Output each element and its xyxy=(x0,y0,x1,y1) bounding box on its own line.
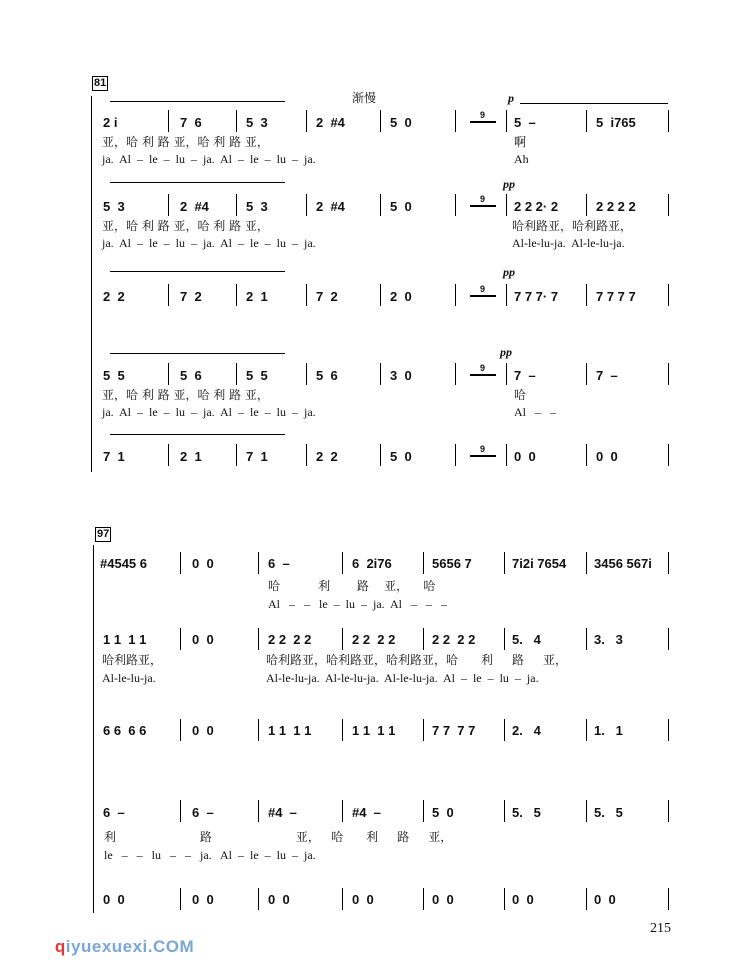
watermark-domain: iyuexuexi xyxy=(65,937,148,956)
barline xyxy=(342,719,343,741)
s4-notes-m3: #4 – xyxy=(268,805,297,820)
s4-lyrics-cn-right: 哈 xyxy=(514,388,527,402)
s5-notes-m3: 0 0 xyxy=(268,892,290,907)
s5-notes-m6: 0 0 xyxy=(514,449,536,464)
barline xyxy=(423,628,424,650)
s2-notes-m5: 2 2 2 2 xyxy=(432,632,476,647)
s3-notes-m6: 2. 4 xyxy=(512,723,541,738)
s2-notes-m1: 1 1 1 1 xyxy=(103,632,147,647)
staff-line xyxy=(110,434,285,435)
s5-notes-m1: 0 0 xyxy=(103,892,125,907)
barline xyxy=(586,444,587,466)
barline xyxy=(306,444,307,466)
page-number: 215 xyxy=(650,921,671,936)
s2-notes-m3: 2 2 2 2 xyxy=(268,632,312,647)
dynamic-pp: pp xyxy=(500,345,512,359)
s1-notes-m4: 2 #4 xyxy=(316,115,345,130)
barline xyxy=(586,110,587,132)
barline xyxy=(668,719,669,741)
s5-notes-m4: 0 0 xyxy=(352,892,374,907)
s3-notes-m5: 7 7 7 7 xyxy=(432,723,476,738)
s1-notes-m3: 5 3 xyxy=(246,115,268,130)
s1-lyrics-la-right: Ah xyxy=(514,152,529,166)
s3-notes-m2: 7 2 xyxy=(180,289,202,304)
measure-number-81: 81 xyxy=(94,77,107,89)
s4-notes-m4: 5 6 xyxy=(316,368,338,383)
s5-notes-m7: 0 0 xyxy=(596,449,618,464)
multirest-bar xyxy=(470,374,496,376)
s2-notes-m5: 5 0 xyxy=(390,199,412,214)
s5-notes-m7: 0 0 xyxy=(594,892,616,907)
s4-notes-m1: 5 5 xyxy=(103,368,125,383)
s2-notes-m2: 2 #4 xyxy=(180,199,209,214)
barline xyxy=(668,284,669,306)
s2-lyrics-la: Al-le-lu-ja. xyxy=(102,671,156,685)
multirest-count: 9 xyxy=(480,444,486,454)
s3-notes-m2: 0 0 xyxy=(192,723,214,738)
multirest-count: 9 xyxy=(480,110,486,120)
s3-notes-m3: 1 1 1 1 xyxy=(268,723,312,738)
s1-lyrics-cn: 亚，哈 利 路 亚，哈 利 路 亚， xyxy=(102,135,269,149)
barline xyxy=(380,363,381,385)
s1-lyrics-la: Al – – le – lu – ja. Al – – – xyxy=(268,597,447,611)
barline xyxy=(668,444,669,466)
barline xyxy=(586,552,587,574)
s1-notes-m3: 6 – xyxy=(268,556,290,571)
s5-notes-m2: 0 0 xyxy=(192,892,214,907)
system-bracket xyxy=(93,545,94,913)
dynamic-pp: pp xyxy=(503,177,515,191)
s2-notes-m4: 2 2 2 2 xyxy=(352,632,396,647)
s4-lyrics-la: ja. Al – le – lu – ja. Al – le – lu – ja. xyxy=(102,405,316,419)
s3-notes-m1: 2 2 xyxy=(103,289,125,304)
s2-lyrics-la: ja. Al – le – lu – ja. Al – le – lu – ja. xyxy=(102,236,316,250)
barline xyxy=(668,110,669,132)
barline xyxy=(506,284,507,306)
barline xyxy=(258,628,259,650)
s4-notes-m4: #4 – xyxy=(352,805,381,820)
s4-lyrics-cn: 亚，哈 利 路 亚，哈 利 路 亚， xyxy=(102,388,269,402)
barline xyxy=(180,719,181,741)
s2-lyrics-cn-right: 哈利路亚，哈利路亚， xyxy=(512,219,633,233)
barline xyxy=(423,719,424,741)
s4-notes-m6: 7 – xyxy=(514,368,536,383)
barline xyxy=(168,444,169,466)
s4-notes-m5: 5 0 xyxy=(432,805,454,820)
s4-lyrics-la-right: Al – – xyxy=(514,405,556,419)
barline xyxy=(258,800,259,822)
s2-notes-m7: 2 2 2 2 xyxy=(596,199,636,214)
barline xyxy=(306,284,307,306)
s1-notes-m4: 6 2i76 xyxy=(352,556,392,571)
barline xyxy=(586,628,587,650)
s3-notes-m4: 1 1 1 1 xyxy=(352,723,396,738)
multirest-count: 9 xyxy=(480,284,486,294)
barline xyxy=(258,719,259,741)
s2-notes-m6: 5. 4 xyxy=(512,632,541,647)
s3-notes-m7: 1. 1 xyxy=(594,723,623,738)
barline xyxy=(668,800,669,822)
s4-notes-m2: 6 – xyxy=(192,805,214,820)
phrase-line xyxy=(110,101,285,102)
multirest-count: 9 xyxy=(480,194,486,204)
barline xyxy=(586,888,587,910)
s2-notes-m2: 0 0 xyxy=(192,632,214,647)
s4-lyrics-cn: 利 路 亚， 哈 利 路 亚， xyxy=(104,830,453,844)
barline xyxy=(506,194,507,216)
s4-notes-m5: 3 0 xyxy=(390,368,412,383)
barline xyxy=(380,110,381,132)
barline xyxy=(236,363,237,385)
barline xyxy=(168,363,169,385)
s2-lyrics-cn: 亚，哈 利 路 亚，哈 利 路 亚， xyxy=(102,219,269,233)
barline xyxy=(586,194,587,216)
system-bracket xyxy=(91,96,92,472)
s3-notes-m3: 2 1 xyxy=(246,289,268,304)
staff-line xyxy=(110,271,285,272)
barline xyxy=(455,444,456,466)
s1-notes-m2: 0 0 xyxy=(192,556,214,571)
s4-notes-m7: 7 – xyxy=(596,368,618,383)
multirest-bar xyxy=(470,455,496,457)
s2-lyrics-cn-right: 哈利路亚，哈利路亚，哈利路亚，哈 利 路 亚， xyxy=(266,653,568,667)
barline xyxy=(506,363,507,385)
s1-lyrics-la: ja. Al – le – lu – ja. Al – le – lu – ja. xyxy=(102,152,316,166)
barline xyxy=(168,194,169,216)
s1-notes-m7: 3456 567i xyxy=(594,556,652,571)
barline xyxy=(342,888,343,910)
barline xyxy=(180,628,181,650)
multirest-bar xyxy=(470,295,496,297)
barline xyxy=(180,888,181,910)
dynamic-pp: pp xyxy=(503,265,515,279)
barline xyxy=(236,110,237,132)
s3-notes-m7: 7 7 7 7 xyxy=(596,289,636,304)
s2-lyrics-la-right: Al-le-lu-ja. Al-le-lu-ja. Al-le-lu-ja. Al – le – lu – ja. xyxy=(266,671,539,685)
phrase-line xyxy=(520,103,668,104)
barline xyxy=(342,628,343,650)
barline xyxy=(236,284,237,306)
s1-notes-m5: 5 0 xyxy=(390,115,412,130)
barline xyxy=(236,194,237,216)
s1-notes-m1: #4545 6 xyxy=(100,556,147,571)
barline xyxy=(455,284,456,306)
s2-notes-m1: 5 3 xyxy=(103,199,125,214)
barline xyxy=(168,284,169,306)
tempo-marking: 渐慢 xyxy=(352,91,377,105)
barline xyxy=(586,719,587,741)
s2-notes-m4: 2 #4 xyxy=(316,199,345,214)
barline xyxy=(586,363,587,385)
barline xyxy=(306,363,307,385)
s1-lyrics-cn: 哈 利 路 亚， 哈 xyxy=(268,579,436,593)
watermark xyxy=(34,921,194,972)
barline xyxy=(180,552,181,574)
s4-notes-m6: 5. 5 xyxy=(512,805,541,820)
s2-notes-m6: 2 2 2· 2 xyxy=(514,199,559,214)
s1-notes-m6: 7i2i 7654 xyxy=(512,556,567,571)
s2-lyrics-cn: 哈利路亚， xyxy=(102,653,163,667)
barline xyxy=(342,800,343,822)
s5-notes-m5: 5 0 xyxy=(390,449,412,464)
multirest-bar xyxy=(470,121,496,123)
s3-notes-m5: 2 0 xyxy=(390,289,412,304)
barline xyxy=(258,552,259,574)
barline xyxy=(668,363,669,385)
barline xyxy=(506,110,507,132)
barline xyxy=(180,800,181,822)
barline xyxy=(306,194,307,216)
s2-notes-m7: 3. 3 xyxy=(594,632,623,647)
s5-notes-m4: 2 2 xyxy=(316,449,338,464)
barline xyxy=(306,110,307,132)
barline xyxy=(586,284,587,306)
barline xyxy=(168,110,169,132)
s5-notes-m1: 7 1 xyxy=(103,449,125,464)
s4-notes-m2: 5 6 xyxy=(180,368,202,383)
barline xyxy=(342,552,343,574)
staff-line xyxy=(110,182,285,183)
barline xyxy=(380,444,381,466)
barline xyxy=(423,800,424,822)
dynamic-p: p xyxy=(508,91,514,105)
s4-notes-m1: 6 – xyxy=(103,805,125,820)
multirest-count: 9 xyxy=(480,363,486,373)
barline xyxy=(455,110,456,132)
barline xyxy=(380,284,381,306)
s1-notes-m2: 7 6 xyxy=(180,115,202,130)
s1-notes-m6: 5 – xyxy=(514,115,536,130)
s1-lyrics-cn-right: 啊 xyxy=(514,135,527,149)
s5-notes-m2: 2 1 xyxy=(180,449,202,464)
barline xyxy=(586,800,587,822)
barline xyxy=(504,628,505,650)
barline xyxy=(423,552,424,574)
barline xyxy=(258,888,259,910)
s2-lyrics-la-right: Al-le-lu-ja. Al-le-lu-ja. xyxy=(512,236,625,250)
barline xyxy=(668,888,669,910)
barline xyxy=(455,194,456,216)
watermark-q: q xyxy=(54,937,66,956)
s2-notes-m3: 5 3 xyxy=(246,199,268,214)
s5-notes-m6: 0 0 xyxy=(512,892,534,907)
s4-notes-m3: 5 5 xyxy=(246,368,268,383)
s4-notes-m7: 5. 5 xyxy=(594,805,623,820)
s1-notes-m7: 5 i765 xyxy=(596,115,636,130)
barline xyxy=(504,888,505,910)
barline xyxy=(668,194,669,216)
barline xyxy=(668,628,669,650)
watermark-tld: .COM xyxy=(147,937,195,956)
measure-number-97: 97 xyxy=(97,528,110,540)
s5-notes-m5: 0 0 xyxy=(432,892,454,907)
s4-lyrics-la: le – – lu – – ja. Al – le – lu – ja. xyxy=(104,848,316,862)
s3-notes-m1: 6 6 6 6 xyxy=(103,723,147,738)
staff-line xyxy=(110,353,285,354)
barline xyxy=(455,363,456,385)
barline xyxy=(668,552,669,574)
barline xyxy=(504,800,505,822)
s3-notes-m6: 7 7 7· 7 xyxy=(514,289,559,304)
s3-notes-m4: 7 2 xyxy=(316,289,338,304)
barline xyxy=(504,552,505,574)
barline xyxy=(504,719,505,741)
barline xyxy=(236,444,237,466)
multirest-bar xyxy=(470,205,496,207)
s1-notes-m1: 2 i xyxy=(103,115,118,130)
s1-notes-m5: 5656 7 xyxy=(432,556,472,571)
barline xyxy=(380,194,381,216)
barline xyxy=(423,888,424,910)
s5-notes-m3: 7 1 xyxy=(246,449,268,464)
barline xyxy=(506,444,507,466)
